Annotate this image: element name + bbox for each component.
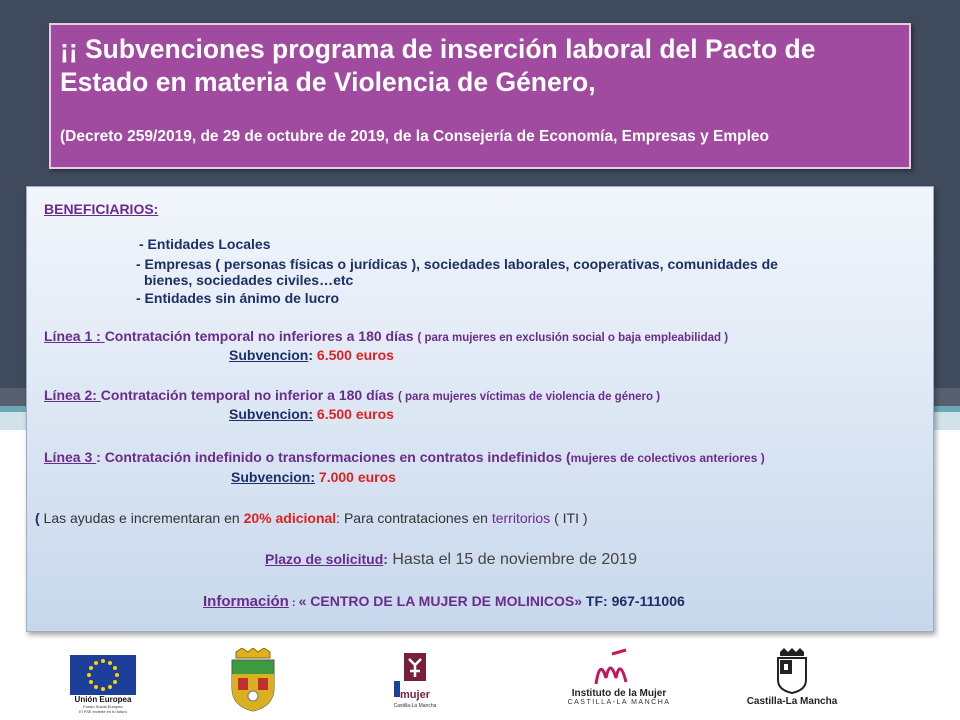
plazo-label: Plazo de solicitud: [265, 551, 384, 567]
municipal-shield-logo: [226, 648, 280, 712]
subvencion-1: [229, 347, 394, 363]
instituto-name: Instituto de la Mujer: [571, 688, 667, 699]
linea-note: ( para mujeres víctimas de violencia de género ): [397, 391, 661, 403]
clm-name: Castilla-La Mancha: [746, 696, 838, 707]
ayudas-text: Las ayudas e incrementaran en: [39, 510, 244, 526]
content-box: [26, 186, 934, 632]
subvencion-amount: 7.000 euros: [318, 469, 396, 485]
instituto-region: CASTILLA-LA MANCHA: [567, 699, 671, 706]
linea-desc: Contratación temporal no inferior a 180 días: [100, 387, 395, 403]
subvencion-3: [231, 469, 396, 485]
ayudas-territorios: territorios: [491, 510, 551, 526]
plazo-value: Hasta el 15 de noviembre de 2019: [387, 551, 637, 568]
informacion-line: [203, 593, 685, 610]
linea-note: mujeres de colectivos anteriores ): [570, 451, 765, 465]
beneficiario-item: - Empresas ( personas físicas o jurídicas ), sociedades laborales, cooperativas, comunidades de: [136, 256, 778, 272]
plazo-colon: :: [383, 551, 388, 567]
beneficiario-item: - Entidades Locales: [139, 236, 271, 252]
page-title: ¡¡ Subvenciones programa de inserción laboral del Pacto de Estado en materia de Violencia de Género,: [60, 34, 816, 97]
linea-desc: : Contratación indefinido o transformaciones en contratos indefinidos (: [96, 449, 571, 465]
centro-mujer-logo: [382, 651, 448, 711]
linea-1: [44, 328, 728, 344]
coat-of-arms-icon: [226, 648, 280, 712]
subvencion-amount: 6.500 euros: [316, 406, 394, 422]
centro-mujer-region: Castilla-La Mancha: [393, 703, 437, 709]
eu-flag-icon: [64, 655, 142, 695]
instituto-mujer-icon: [554, 648, 684, 688]
subvencion-amount: 6.500 euros: [316, 347, 394, 363]
centro-mujer-word: mujer: [400, 689, 430, 701]
beneficiario-item: bienes, sociedades civiles…etc: [144, 272, 354, 288]
decree-subtitle: (Decreto 259/2019, de 29 de octubre de 2019, de la Consejería de Economía, Empresas y Empleo: [60, 128, 770, 145]
informacion-sep: :: [288, 597, 299, 609]
castilla-la-mancha-logo: [740, 648, 844, 710]
eu-fund: Fondo Social Europeo: [83, 704, 123, 709]
subvencion-2: [229, 406, 394, 422]
subvencion-label: Subvencion: [229, 347, 309, 363]
ayudas-text: ( ITI ): [550, 510, 588, 526]
linea-label: Línea 1 :: [44, 328, 105, 344]
plazo-line: [265, 551, 637, 569]
eu-name: Unión Europea: [74, 695, 132, 704]
instituto-mujer-logo: [554, 648, 684, 708]
ayudas-prefix: (: [35, 510, 40, 526]
beneficiario-item: - Entidades sin ánimo de lucro: [136, 290, 340, 306]
subvencion-label: Subvencion:: [231, 469, 316, 485]
eu-logo: [64, 655, 142, 714]
title-box: [49, 23, 911, 169]
castilla-la-mancha-icon: [740, 648, 844, 694]
informacion-label: Información: [203, 593, 289, 610]
centro-mujer-icon: [382, 651, 448, 711]
ayudas-line: [35, 510, 588, 526]
beneficiarios-heading: BENEFICIARIOS:: [44, 201, 159, 217]
linea-3: [44, 449, 765, 465]
informacion-value: « CENTRO DE LA MUJER DE MOLINICOS»: [298, 593, 583, 609]
linea-note: ( para mujeres en exclusión social o baja empleabilidad ): [417, 332, 729, 344]
subvencion-colon: :: [308, 347, 314, 363]
subvencion-label: Subvencion:: [229, 406, 314, 422]
eu-motto: El FSE invierte en tu futuro: [79, 709, 127, 714]
linea-label: Línea 3: [44, 449, 97, 465]
linea-desc: Contratación temporal no inferiores a 180 días: [104, 328, 414, 344]
linea-label: Línea 2:: [44, 387, 101, 403]
ayudas-text: : Para contrataciones en: [336, 510, 492, 526]
ayudas-highlight: 20% adicional: [243, 510, 337, 526]
linea-2: [44, 387, 660, 403]
informacion-phone: TF: 967-111006: [582, 593, 685, 609]
